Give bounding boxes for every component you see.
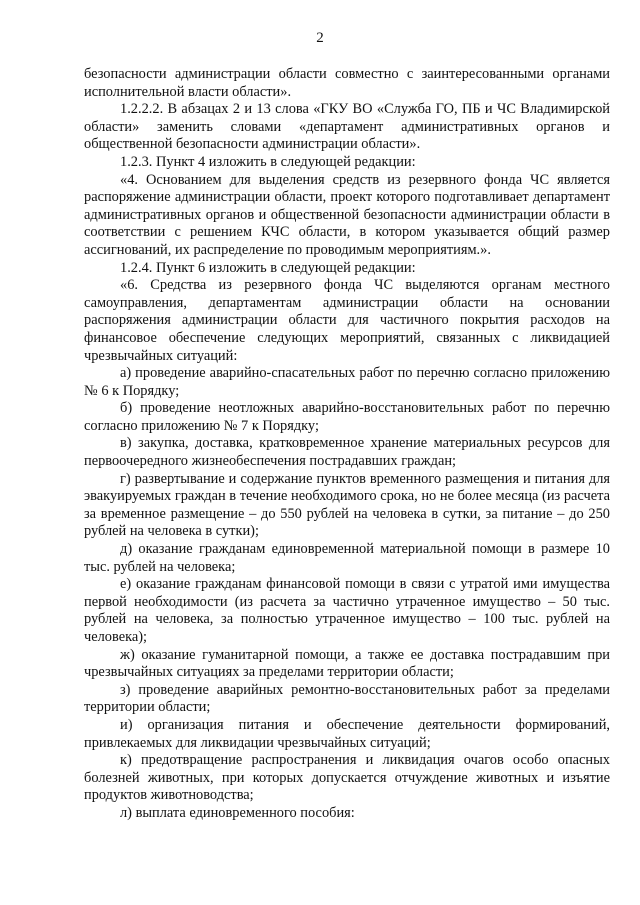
paragraph-point-6: «6. Средства из резервного фонда ЧС выделяются органам местного самоуправления, департаментам администрации области на основании распоряжения администрации области для частичного покрытия расходов на финансовое обеспечение следующих мероприятий, связанных с ликвидацией чрезвычайных ситуаций:: [84, 277, 610, 364]
list-item-i: и) организация питания и обеспечение деятельности формирований, привлекаемых для ликвидации чрезвычайных ситуаций;: [84, 716, 610, 751]
list-item-l: л) выплата единовременного пособия:: [120, 804, 355, 821]
paragraph-1-2-3: 1.2.3. Пункт 4 изложить в следующей редакции:: [120, 153, 416, 170]
paragraph-1-2-2-2: 1.2.2.2. В абзацах 2 и 13 слова «ГКУ ВО «Служба ГО, ПБ и ЧС Владимирской области» заменить словами «департамент административных органов и общественной безопасности администрации области».: [84, 101, 610, 153]
paragraph-continuation: безопасности администрации области совместно с заинтересованными органами исполнительной власти области».: [84, 66, 610, 100]
list-item-d: д) оказание гражданам единовременной материальной помощи в размере 10 тыс. рублей на человека;: [84, 541, 610, 575]
paragraph-1-2-4: 1.2.4. Пункт 6 изложить в следующей редакции:: [120, 259, 416, 276]
list-item-z: з) проведение аварийных ремонтно-восстановительных работ за пределами территории области;: [84, 681, 610, 716]
document-body: [84, 66, 610, 823]
list-item-k: к) предотвращение распространения и ликвидация очагов особо опасных болезней животных, при которых допускается отчуждение животных и изъятие продуктов животноводства;: [84, 752, 610, 804]
list-item-e: е) оказание гражданам финансовой помощи в связи с утратой ими имущества первой необходимости (из расчета за частично утраченное имущество – 50 тыс. рублей на человека, за полностью утраченное имущество – 100 тыс. рублей на человека);: [84, 576, 610, 645]
paragraph-point-4: «4. Основанием для выделения средств из резервного фонда ЧС является распоряжение администрации области, проект которого подготавливает департамент административных органов и общественной безопасности администрации области в соответствии с решением КЧС области, в котором указывается общий размер ассигнований, их распределение по проводимым мероприятиям.».: [84, 171, 610, 258]
list-item-b: б) проведение неотложных аварийно-восстановительных работ по перечню согласно приложению № 7 к Порядку;: [84, 400, 610, 434]
list-item-g: г) развертывание и содержание пунктов временного размещения и питания для эвакуируемых граждан в течение необходимого срока, но не более месяца (из расчета за временное размещение – до 550 рублей на человека в сутки, за питание – до 250 рублей на человека в сутки);: [84, 470, 610, 540]
list-item-a: а) проведение аварийно-спасательных работ по перечню согласно приложению № 6 к Порядку;: [84, 365, 610, 399]
list-item-v: в) закупка, доставка, кратковременное хранение материальных ресурсов для первоочередного жизнеобеспечения пострадавших граждан;: [84, 435, 610, 470]
page-number: 2: [316, 30, 324, 46]
list-item-zh: ж) оказание гуманитарной помощи, а также ее доставка пострадавшим при чрезвычайных ситуациях за пределами территории области;: [84, 646, 610, 681]
